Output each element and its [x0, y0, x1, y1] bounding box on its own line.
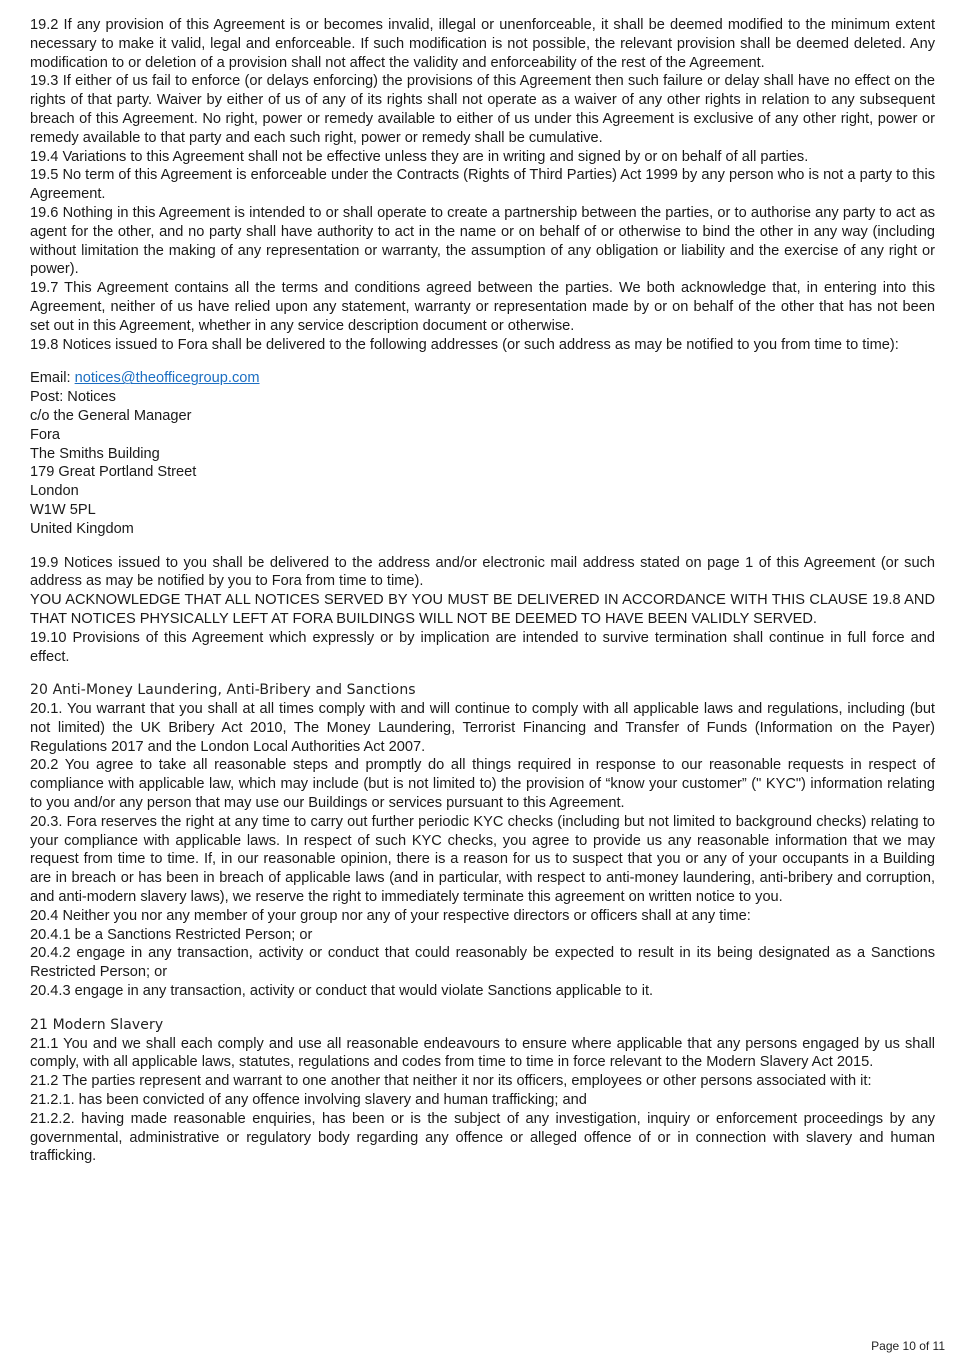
clause-20-4-2: 20.4.2 engage in any transaction, activity or conduct that could reasonably be expected to result in its being designated as a Sanctions Restricted Person; or	[30, 945, 935, 981]
document-body	[30, 16, 935, 1166]
clause-20-4-3: 20.4.3 engage in any transaction, activity or conduct that would violate Sanctions applicable to it.	[30, 983, 654, 1000]
section-heading-20: 20 Anti-Money Laundering, Anti-Bribery and Sanctions	[30, 682, 416, 699]
address-line: Fora	[30, 426, 61, 443]
spacer	[30, 539, 935, 554]
notices-email-link[interactable]: notices@theofficegroup.com	[74, 370, 260, 387]
spacer	[30, 354, 935, 369]
clause-21-1: 21.1 You and we shall each comply and use all reasonable endeavours to ensure where applicable that any persons engaged by us shall comply, with all applicable laws, statutes, regulations and codes from time to time in force relevant to the Modern Slavery Act 2015.	[30, 1035, 935, 1071]
clause-19-9: 19.9 Notices issued to you shall be delivered to the address and/or electronic mail address stated on page 1 of this Agreement (or such address as may be notified by you to Fora from time to time).	[30, 554, 935, 590]
section-heading-21: 21 Modern Slavery	[30, 1016, 164, 1033]
clause-19-6: 19.6 Nothing in this Agreement is intended to or shall operate to create a partnership between the parties, or to authorise any party to act as agent for the other, and no party shall have authority to act in the name or on behalf of or otherwise to bind the other in any way (including without limitation the making of any representation or warranty, the assumption of any obligation or liability and the exercise of any right or power).	[30, 204, 935, 278]
page-number: Page 10 of 11	[871, 1339, 945, 1353]
address-line: Post: Notices	[30, 389, 116, 406]
address-line: 179 Great Portland Street	[30, 464, 197, 481]
clause-19-10: 19.10 Provisions of this Agreement which expressly or by implication are intended to survive termination shall continue in full force and effect.	[30, 629, 935, 665]
address-line: The Smiths Building	[30, 445, 160, 462]
clause-20-3: 20.3. Fora reserves the right at any time to carry out further periodic KYC checks (including but not limited to background checks) relating to your compliance with applicable laws. In respect of such KYC checks, you agree to provide us any reasonable information that we may request from time to time. If, in our reasonable opinion, there is a reason for us to suspect that you or any of your occupants in a Building are in breach or has been in breach of applicable laws (and in particular, with respect to anti-money laundering, anti-bribery and corruption, and anti-modern slavery laws), we reserve the right to immediately terminate this agreement on written notice to you.	[30, 813, 935, 906]
address-line: c/o the General Manager	[30, 407, 192, 424]
clause-21-2-2: 21.2.2. having made reasonable enquiries, has been or is the subject of any investigation, inquiry or enforcement proceedings by any governmental, administrative or regulatory body regarding any offence or alleged offence of or in connection with slavery and human trafficking.	[30, 1110, 935, 1165]
clause-20-1: 20.1. You warrant that you shall at all times comply with and will continue to comply with all applicable laws and regulations, including (but not limited) the UK Bribery Act 2010, The Money Laundering, Terrorist Financing and Transfer of Funds (Information on the Payer) Regulations 2017 and the London Local Authorities Act 2007.	[30, 701, 935, 755]
clause-21-2: 21.2 The parties represent and warrant to one another that neither it nor its officers, employees or other persons associated with it:	[30, 1073, 872, 1090]
clause-20-4: 20.4 Neither you nor any member of your group nor any of your respective directors or officers shall at any time:	[30, 907, 751, 924]
acknowledgement-notice: YOU ACKNOWLEDGE THAT ALL NOTICES SERVED BY YOU MUST BE DELIVERED IN ACCORDANCE WITH THIS CLAUSE 19.8 AND THAT NOTICES PHYSICALLY LEFT AT FORA BUILDINGS WILL NOT BE DEEMED TO HAVE BEEN VALIDLY SERVED.	[30, 592, 935, 627]
clause-19-4: 19.4 Variations to this Agreement shall not be effective unless they are in writing and signed by or on behalf of all parties.	[30, 148, 809, 165]
clause-20-2: 20.2 You agree to take all reasonable steps and promptly do all things required in response to our reasonable requests in respect of compliance with applicable law, which may include (but is not limited to) the provision of “know your customer” (" KYC") information relating to you and/or any person that may use our Buildings or services pursuant to this Agreement.	[30, 757, 935, 812]
email-label: Email:	[30, 370, 75, 387]
clause-19-5: 19.5 No term of this Agreement is enforceable under the Contracts (Rights of Third Parties) Act 1999 by any person who is not a party to this Agreement.	[30, 167, 936, 203]
postal-address	[30, 388, 935, 538]
clause-19-2: 19.2 If any provision of this Agreement is or becomes invalid, illegal or unenforceable, it shall be deemed modified to the minimum extent necessary to make it valid, legal and enforceable. If such modification is not possible, the relevant provision shall be deemed deleted. Any modification to or deletion of a provision shall not affect the validity and enforceability of the rest of the Agreement.	[30, 17, 935, 71]
spacer	[30, 666, 935, 681]
clause-19-8: 19.8 Notices issued to Fora shall be delivered to the following addresses (or such address as may be notified to you from time to time):	[30, 336, 899, 353]
clause-20-4-1: 20.4.1 be a Sanctions Restricted Person; or	[30, 926, 313, 943]
address-line: London	[30, 483, 79, 500]
clause-19-7: 19.7 This Agreement contains all the terms and conditions agreed between the parties. We both acknowledge that, in entering into this Agreement, neither of us have relied upon any statement, warranty or representation made by or on behalf of the other that has not been set out in this Agreement, whether in any service description document or otherwise.	[30, 280, 935, 334]
clause-21-2-1: 21.2.1. has been convicted of any offence involving slavery and human trafficking; and	[30, 1092, 587, 1109]
email-line	[30, 369, 935, 388]
address-line: United Kingdom	[30, 520, 134, 537]
clause-19-3: 19.3 If either of us fail to enforce (or delays enforcing) the provisions of this Agreement then such failure or delay shall have no effect on the rights of that party. Waiver by either of us of any of its rights shall not operate as a waiver of any other rights in relation to any subsequent breach of this Agreement. No right, power or remedy available to either of us under this Agreement is exclusive of any other right, power or remedy available to that party and each such right, power or remedy shall be cumulative.	[30, 73, 935, 146]
address-line: W1W 5PL	[30, 501, 96, 518]
spacer	[30, 1001, 935, 1016]
